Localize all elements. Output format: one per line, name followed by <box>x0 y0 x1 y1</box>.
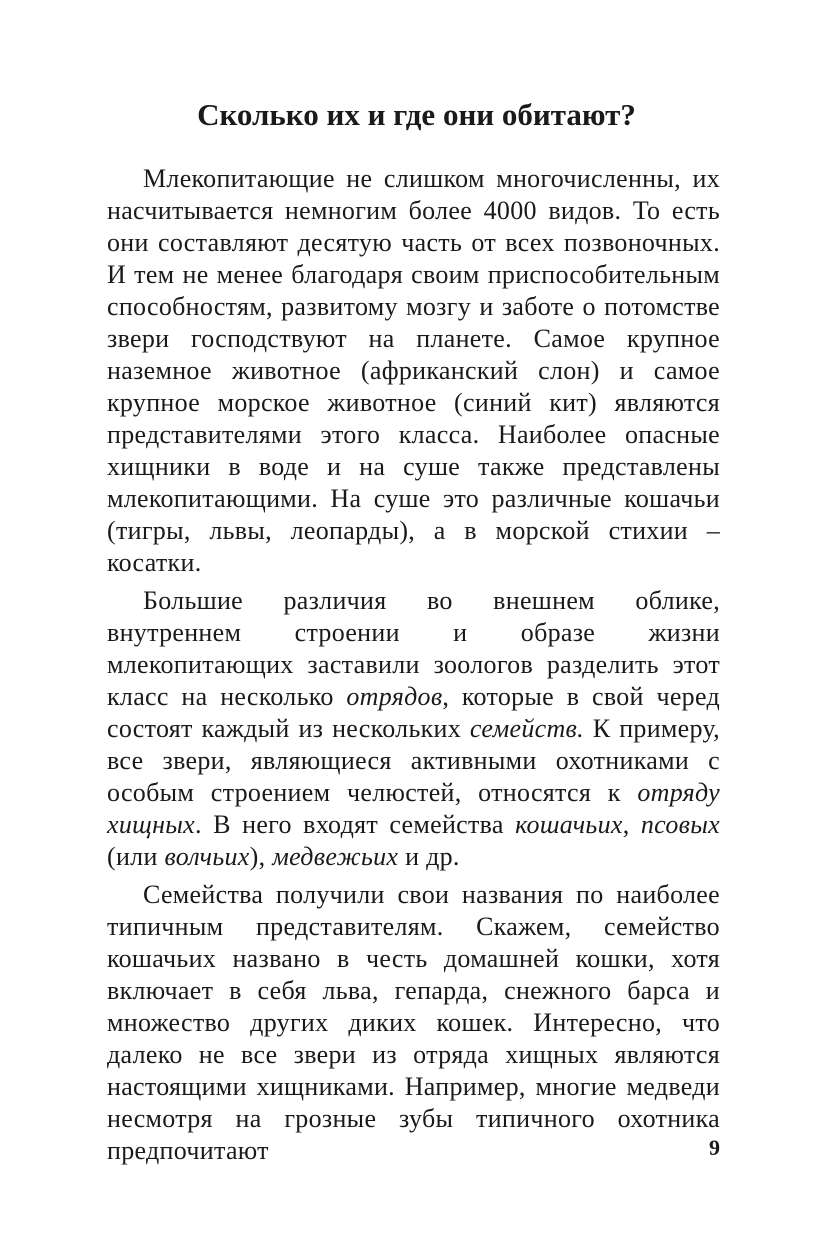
text-run: К примеру, все звери, являющиеся активными охотниками с особым строением челюстей, относятся к <box>107 714 720 807</box>
paragraph <box>107 163 720 579</box>
italic-term: семейств. <box>469 714 584 743</box>
text-run: , которые в свой черед состоят каждый из нескольких <box>107 682 721 743</box>
italic-term: волчьих <box>164 842 250 871</box>
page-number: 9 <box>709 1135 720 1160</box>
text-run: , <box>622 810 641 839</box>
paragraph <box>107 879 720 1167</box>
paragraph <box>107 585 720 873</box>
text-run: Млекопитающие не слишком многочисленны, их насчитывается немногим более 4000 видов. То есть они составляют десятую часть от всех позвоночных. И тем не менее благодаря своим приспособительным способностям, развитому мозгу и заботе о потомстве звери господствуют на планете. Самое крупное наземное животное (африканский слон) и самое крупное морское животное (синий кит) являются представителями этого класса. Наиболее опасные хищники в воде и на суше также представлены млекопитающими. На суше это различные кошачьи (тигры, львы, леопарды), а в морской стихии – косатки. <box>107 164 720 577</box>
text-run: Семейства получили свои названия по наиболее типичным представителям. Скажем, семейство кошачьих названо в честь домашней кошки, хотя включает в себя льва, гепарда, снежного барса и множество других диких кошек. Интересно, что далеко не все звери из отряда хищных являются настоящими хищниками. Например, многие медведи несмотря на грозные зубы типичного охотника предпочитают <box>107 880 720 1165</box>
italic-term: отряду хищных <box>107 778 720 839</box>
text-run: и др. <box>398 842 460 871</box>
italic-term: медвежьих <box>272 842 399 871</box>
italic-term: отрядов <box>346 682 443 711</box>
body-text <box>107 163 720 1167</box>
italic-term: кошачьих <box>515 810 623 839</box>
section-title: Сколько их и где они обитают? <box>197 97 636 132</box>
text-run: Большие различия во внешнем облике, внутреннем строении и образе жизни млекопитающих заставили зоологов разделить этот класс на несколько <box>107 586 720 711</box>
text-run: ), <box>249 842 273 871</box>
text-run: . В него входят семейства <box>195 810 516 839</box>
text-run: (или <box>107 842 165 871</box>
italic-term: псовых <box>640 810 720 839</box>
